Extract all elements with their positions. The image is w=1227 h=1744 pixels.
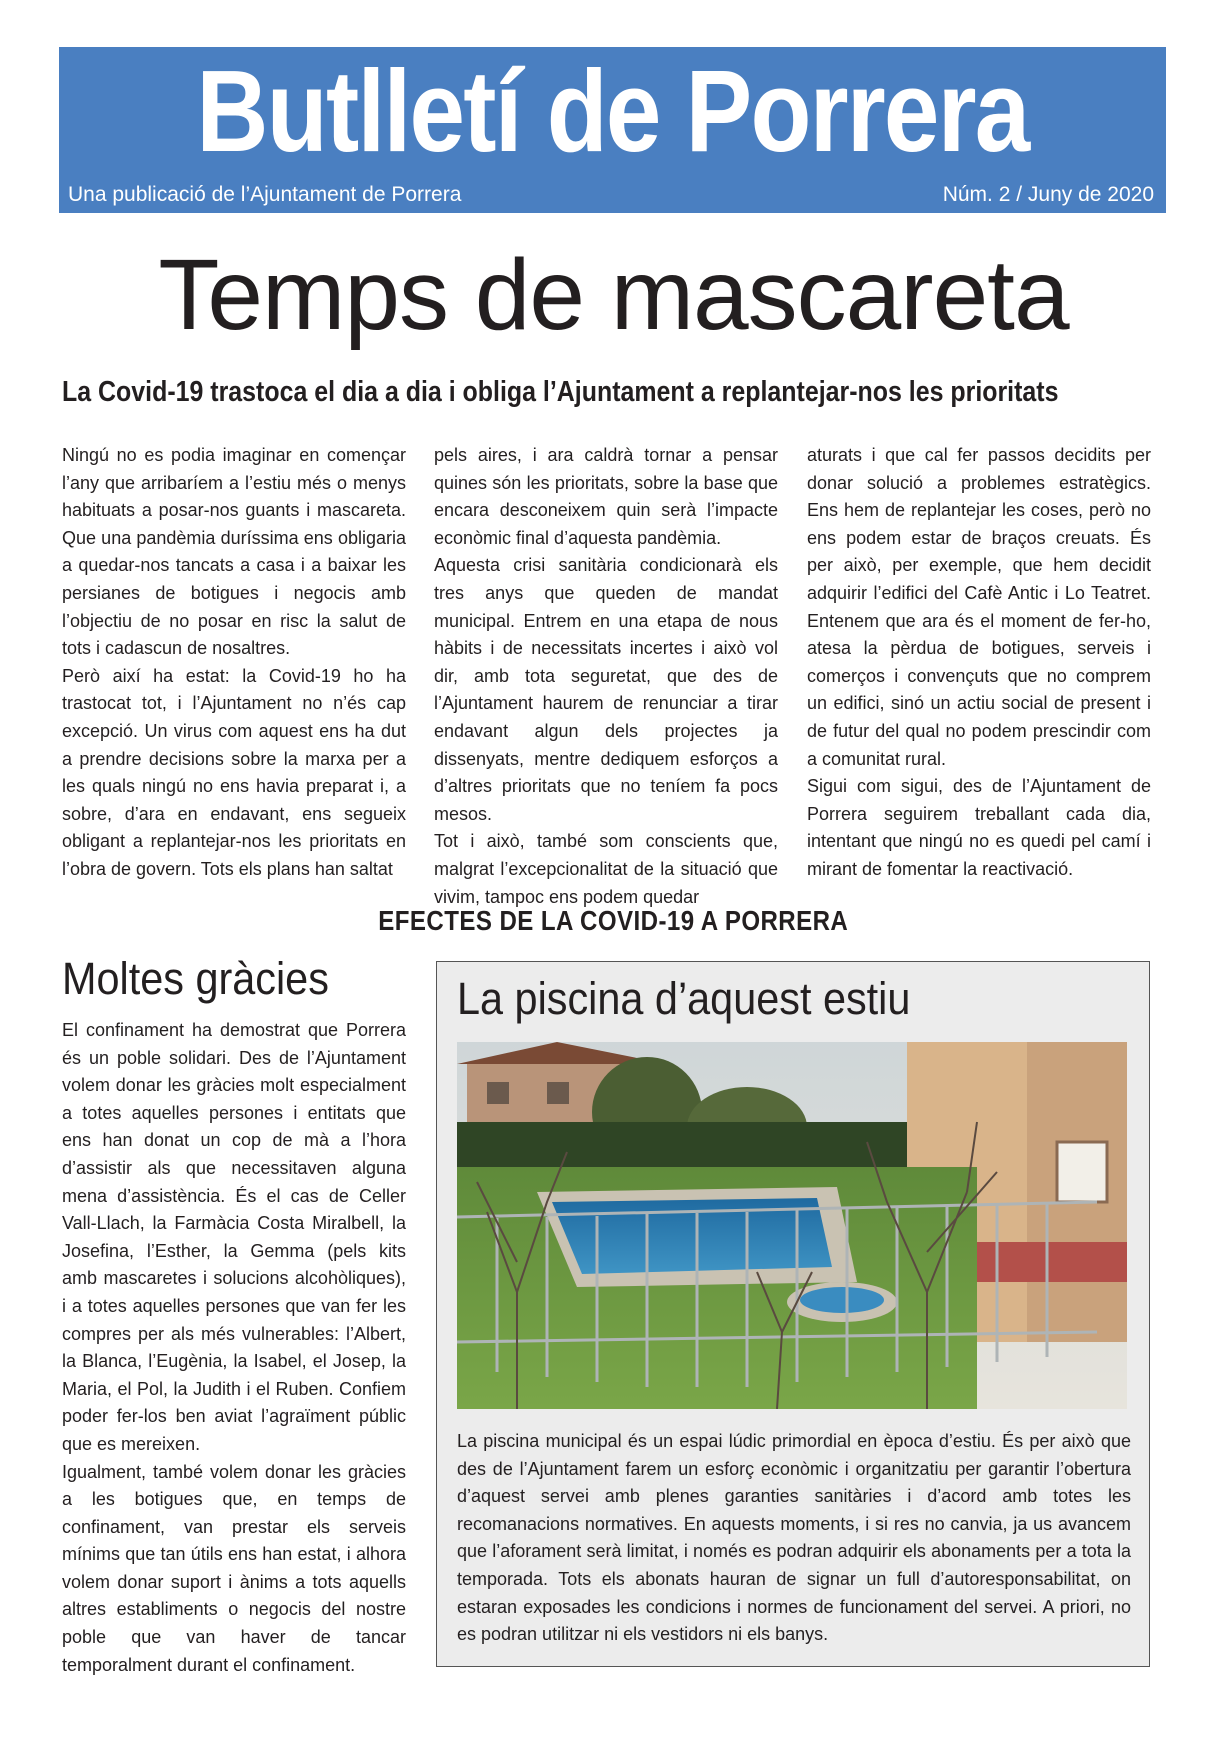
issue-number: Núm. 2 / Juny de 2020 — [942, 183, 1154, 206]
gracies-heading: Moltes gràcies — [62, 953, 329, 1004]
lead-headline: Temps de mascareta — [158, 239, 1069, 351]
lead-column-3 — [807, 442, 1151, 884]
lead-column-2 — [434, 442, 778, 911]
section-heading — [0, 905, 1227, 937]
paragraph: El confinament ha demostrat que Porrera és un poble solidari. Des de l’Ajuntament volem donar les gràcies molt especialment a totes aquelles persones i entitats que ens han donat un cop de mà a l’hora d’assistir als que necessitaven alguna mena d’assistència. És el cas de Celler Vall-Llach, la Farmàcia Costa Miralbell, la Josefina, l’Esther, la Gemma (pels kits amb mascaretes i solucions alcohòliques), i a totes aquelles persones que van fer les compres per als més vulnerables: l’Albert, la Blanca, l’Eugènia, la Isabel, el Josep, la Maria, el Pol, la Judith i el Ruben. Confiem poder fer-los ben aviat l’agraïment públic que es mereixen. — [62, 1020, 406, 1454]
paragraph: Aquesta crisi sanitària condicionarà els tres anys que queden de mandat municipal. Entrem en una etapa de nous hàbits i de necessitats incertes i això vol dir, amb tota seguretat, que des de l’Ajuntament haurem de renunciar a tirar endavant algun dels projectes ja dissenyats, mentre dediquem esforços a d’altres prioritats que no teníem fa pocs mesos. — [434, 555, 778, 824]
paragraph: Igualment, també volem donar les gràcies a les botigues que, en temps de confinament, van prestar els serveis mínims que tan útils ens han estat, i alhora volem donar suport i ànims a tots aquells altres establiments o negocis del nostre poble que van haver de tancar temporalment durant el confinament. — [62, 1461, 406, 1675]
pool-photo — [457, 1042, 1127, 1409]
section-heading-text: EFECTES DE LA COVID-19 A PORRERA — [378, 905, 849, 936]
piscina-heading: La piscina d’aquest estiu — [457, 973, 911, 1024]
masthead-subtitle: Una publicació de l’Ajuntament de Porrera — [68, 183, 462, 206]
paragraph: Ningú no es podia imaginar en començar l’any que arribaríem a l’estiu més o menys habituats a posar-nos guants i mascareta. Que una pandèmia duríssima ens obligaria a quedar-nos tancats a casa i a baixar les persianes de botigues i negocis amb l’objectiu de no posar en risc la salut de tots i cadascun de nosaltres. — [62, 445, 406, 659]
lead-column-1 — [62, 442, 406, 884]
paragraph: pels aires, i ara caldrà tornar a pensar quines són les prioritats, sobre la base que encara desconeixem quin serà l’impacte econòmic final d’aquesta pandèmia. — [434, 445, 778, 548]
paragraph: Tot i això, també som conscients que, malgrat l’excepcionalitat de la situació que vivim, tampoc ens podem quedar — [434, 831, 778, 907]
gracies-text — [62, 1017, 406, 1679]
lead-deck: La Covid-19 trastoca el dia a dia i obliga l’Ajuntament a replantejar-nos les prioritats — [62, 376, 1059, 408]
paragraph: Sigui com sigui, des de l’Ajuntament de Porrera seguirem treballant cada dia, intentant que ningú no es quedi pel camí i mirant de fomentar la reactivació. — [807, 776, 1151, 879]
masthead-title: Butlletí de Porrera — [196, 46, 1029, 176]
piscina-box — [436, 961, 1150, 1667]
piscina-text: La piscina municipal és un espai lúdic primordial en època d’estiu. És per això que des de l’Ajuntament farem un esforç econòmic i organitzatiu per garantir l’obertura d’aquest servei amb plenes garanties sanitàries i d’acord amb totes les recomanacions normatives. En aquests moments, i si res no canvia, ja us avancem que l’aforament serà limitat, i només es podran adquirir els abonaments per a tota la temporada. Tots els abonats hauran de signar un full d’autoresponsabilitat, on estaran exposades les condicions i normes de funcionament del servei. A priori, no es podran utilitzar ni els vestidors ni els banys. — [457, 1431, 1131, 1645]
masthead — [59, 47, 1166, 213]
paragraph: Però així ha estat: la Covid-19 ho ha trastocat tot, i l’Ajuntament no n’és cap excepció. Un virus com aquest ens ha dut a prendre decisions sobre la marxa per a les quals ningú no ens havia preparat i, a sobre, d’ara en endavant, ens segueix obligant a replantejar-nos les prioritats en l’obra de govern. Tots els plans han saltat — [62, 665, 406, 879]
paragraph: aturats i que cal fer passos decidits per donar solució a problemes estratègics. Ens hem de replantejar les coses, però no ens podem estar de braços creuats. És per això, per exemple, que hem decidit adquirir l’edifici del Cafè Antic i Lo Teatret. Entenem que ara és el moment de fer-ho, atesa la pèrdua de botigues, serveis i comerços i convençuts que no comprem un edifici, sinó un actiu social de present i de futur del qual no podem prescindir com a comunitat rural. — [807, 445, 1151, 769]
